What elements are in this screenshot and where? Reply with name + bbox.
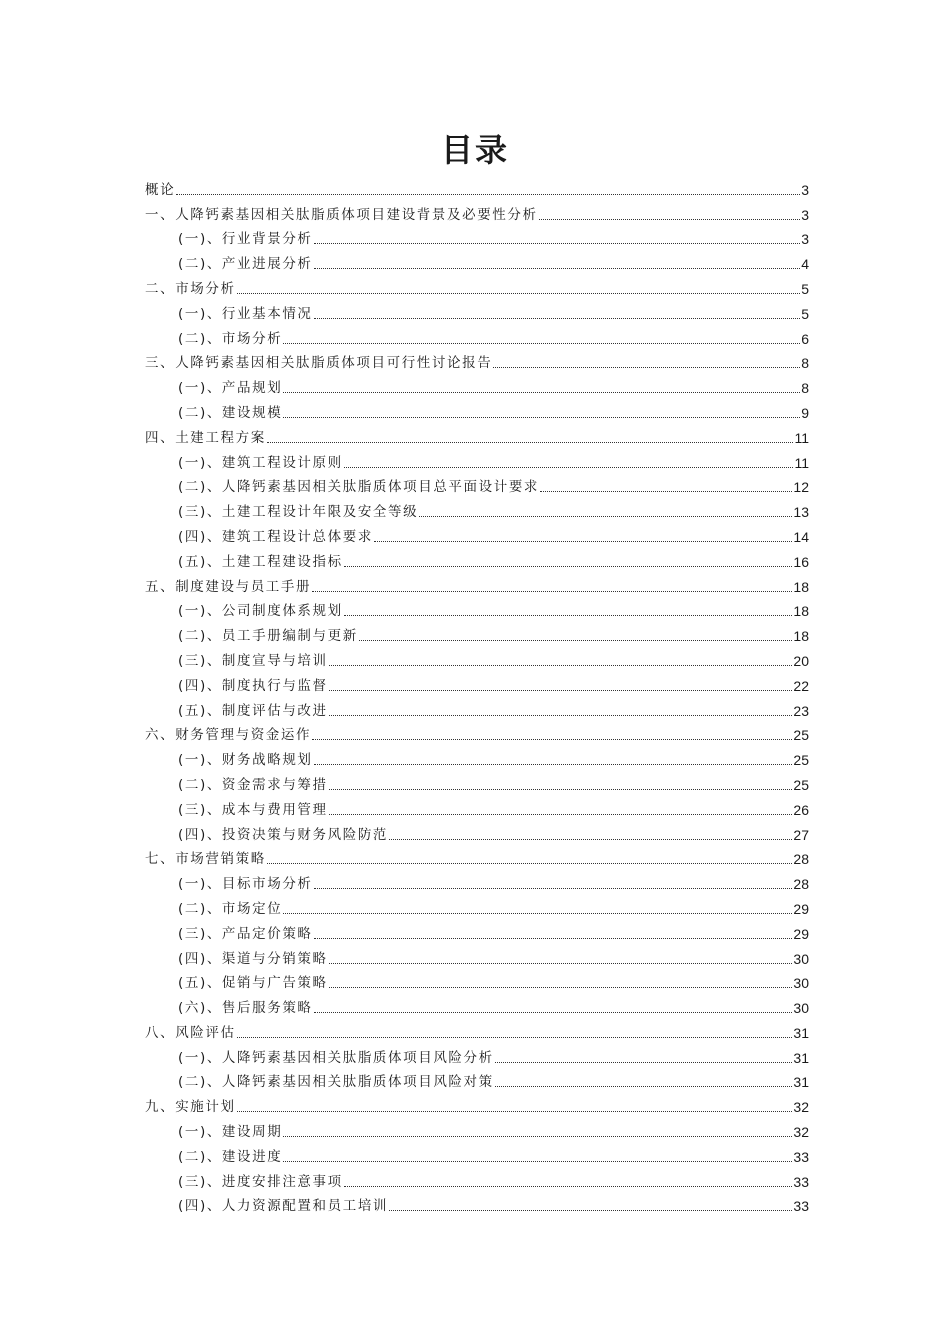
toc-dot-leader [314,243,801,244]
toc-entry-page-number: 33 [793,1173,809,1190]
toc-entry-page-number: 8 [801,380,809,397]
toc-entry-page-number: 18 [793,628,809,645]
toc-dot-leader [344,1186,793,1187]
toc-entry-label: (三)、制度宣导与培训 [178,652,328,669]
toc-entry-label: (一)、目标市场分析 [178,876,313,893]
toc-entry-label: (一)、产品规划 [178,380,283,397]
toc-entry[interactable] [145,397,809,422]
toc-dot-leader [495,1086,793,1087]
toc-entry-page-number: 20 [793,652,809,669]
toc-entry-page-number: 26 [793,801,809,818]
toc-entry-label: (五)、促销与广告策略 [178,975,328,992]
toc-entry-page-number: 31 [793,1024,809,1041]
toc-dot-leader [314,318,801,319]
toc-entry-page-number: 13 [793,504,809,521]
toc-entry-label: (一)、行业基本情况 [178,305,313,322]
toc-entry-page-number: 18 [793,578,809,595]
toc-entry[interactable] [145,447,809,472]
toc-entry-page-number: 11 [794,454,809,471]
toc-entry-label: 三、人降钙素基因相关肽脂质体项目可行性讨论报告 [145,355,493,372]
toc-dot-leader [283,1161,792,1162]
toc-entry[interactable] [145,1141,809,1166]
toc-dot-leader [344,615,793,616]
toc-entry-page-number: 18 [793,603,809,620]
toc-entry-label: (三)、产品定价策略 [178,925,313,942]
toc-entry[interactable] [145,199,809,224]
toc-entry[interactable] [145,273,809,298]
toc-dot-leader [329,987,793,988]
toc-entry-page-number: 23 [793,702,809,719]
toc-entry-page-number: 16 [793,553,809,570]
toc-dot-leader [314,764,793,765]
toc-entry-label: (二)、资金需求与筹措 [178,776,328,793]
toc-entry[interactable] [145,695,809,720]
toc-entry[interactable] [145,819,809,844]
toc-entry-page-number: 25 [793,727,809,744]
toc-entry[interactable] [145,893,809,918]
toc-entry-page-number: 28 [793,851,809,868]
toc-entry-page-number: 27 [793,826,809,843]
toc-entry-label: 七、市场营销策略 [145,851,266,868]
toc-entry[interactable] [145,496,809,521]
toc-entry-page-number: 3 [801,206,809,223]
toc-dot-leader [329,789,793,790]
toc-entry-label: (五)、土建工程建设指标 [178,553,343,570]
toc-entry[interactable] [145,521,809,546]
toc-entry-label: 八、风险评估 [145,1024,236,1041]
toc-entry[interactable] [145,1166,809,1191]
toc-dot-leader [267,442,794,443]
toc-dot-leader [312,591,792,592]
toc-dot-leader [344,467,794,468]
toc-dot-leader [329,690,793,691]
toc-entry-page-number: 3 [801,231,809,248]
toc-entry[interactable] [145,645,809,670]
toc-entry-label: 二、市场分析 [145,280,236,297]
toc-entry-label: (一)、建设周期 [178,1124,283,1141]
toc-title: 目录 [440,131,509,169]
toc-list [145,174,809,1215]
toc-entry[interactable] [145,546,809,571]
toc-entry-page-number: 25 [793,752,809,769]
toc-dot-leader [540,491,792,492]
toc-entry-page-number: 5 [801,280,809,297]
toc-entry[interactable] [145,844,809,869]
toc-dot-leader [389,839,792,840]
toc-entry[interactable] [145,472,809,497]
toc-dot-leader [329,665,793,666]
toc-dot-leader [237,293,801,294]
toc-entry[interactable] [145,968,809,993]
toc-entry-label: (六)、售后服务策略 [178,1000,313,1017]
toc-entry-page-number: 32 [793,1124,809,1141]
toc-entry-label: (一)、财务战略规划 [178,752,313,769]
toc-dot-leader [329,814,793,815]
toc-dot-leader [283,913,792,914]
toc-entry-label: (二)、市场定位 [178,900,283,917]
toc-dot-leader [237,1037,793,1038]
toc-entry-label: (二)、员工手册编制与更新 [178,628,358,645]
toc-dot-leader [389,1210,792,1211]
toc-entry-label: 六、财务管理与资金运作 [145,727,312,744]
toc-dot-leader [283,417,800,418]
toc-entry[interactable] [145,918,809,943]
toc-entry-page-number: 4 [801,256,809,273]
toc-entry[interactable] [145,323,809,348]
toc-entry[interactable] [145,224,809,249]
toc-entry-label: (四)、人力资源配置和员工培训 [178,1198,389,1215]
toc-entry[interactable] [145,1017,809,1042]
toc-entry-page-number: 30 [793,1000,809,1017]
toc-dot-leader [314,1012,793,1013]
toc-dot-leader [329,963,793,964]
toc-entry[interactable] [145,943,809,968]
toc-entry[interactable] [145,372,809,397]
toc-entry-label: (一)、建筑工程设计原则 [178,454,343,471]
toc-entry-label: 四、土建工程方案 [145,429,266,446]
toc-dot-leader [314,888,793,889]
toc-dot-leader [495,1062,793,1063]
toc-dot-leader [283,343,800,344]
toc-dot-leader [419,516,792,517]
toc-entry[interactable] [145,596,809,621]
toc-entry[interactable] [145,174,809,199]
toc-entry-page-number: 5 [801,305,809,322]
toc-entry-label: (一)、行业背景分析 [178,231,313,248]
toc-dot-leader [344,566,793,567]
toc-entry-label: (二)、建设规模 [178,404,283,421]
toc-entry-page-number: 25 [793,776,809,793]
toc-entry[interactable] [145,1191,809,1216]
toc-entry[interactable] [145,571,809,596]
toc-entry-page-number: 6 [801,330,809,347]
toc-entry-page-number: 22 [793,677,809,694]
toc-dot-leader [539,219,801,220]
toc-entry-label: (一)、人降钙素基因相关肽脂质体项目风险分析 [178,1049,494,1066]
toc-dot-leader [312,739,792,740]
toc-entry-label: (三)、土建工程设计年限及安全等级 [178,504,419,521]
toc-entry-page-number: 30 [793,975,809,992]
toc-entry-label: (二)、人降钙素基因相关肽脂质体项目风险对策 [178,1074,494,1091]
toc-entry-page-number: 30 [793,950,809,967]
toc-entry-page-number: 32 [793,1099,809,1116]
toc-entry[interactable] [145,1116,809,1141]
toc-entry-page-number: 9 [801,404,809,421]
toc-entry[interactable] [145,1091,809,1116]
toc-entry[interactable] [145,620,809,645]
toc-entry-label: 概论 [145,181,176,198]
toc-dot-leader [267,863,793,864]
toc-entry[interactable] [145,1067,809,1092]
toc-entry[interactable] [145,298,809,323]
toc-entry-label: (一)、公司制度体系规划 [178,603,343,620]
toc-entry[interactable] [145,670,809,695]
toc-entry[interactable] [145,248,809,273]
toc-dot-leader [314,938,793,939]
toc-dot-leader [359,640,793,641]
toc-entry-page-number: 31 [793,1049,809,1066]
toc-dot-leader [329,715,793,716]
toc-entry-page-number: 12 [793,479,809,496]
toc-entry-label: (三)、成本与费用管理 [178,801,328,818]
toc-entry[interactable] [145,992,809,1017]
toc-dot-leader [314,268,801,269]
toc-entry[interactable] [145,769,809,794]
toc-entry[interactable] [145,794,809,819]
toc-entry-page-number: 29 [793,925,809,942]
toc-entry-label: (四)、制度执行与监督 [178,677,328,694]
toc-entry-page-number: 33 [793,1148,809,1165]
toc-entry[interactable] [145,1042,809,1067]
toc-dot-leader [283,1136,792,1137]
toc-entry-label: (二)、市场分析 [178,330,283,347]
toc-entry-page-number: 33 [793,1198,809,1215]
toc-entry-page-number: 3 [801,181,809,198]
toc-entry[interactable] [145,422,809,447]
toc-entry-label: 九、实施计划 [145,1099,236,1116]
toc-entry-label: 五、制度建设与员工手册 [145,578,312,595]
toc-entry-page-number: 14 [793,528,809,545]
toc-entry-label: (三)、进度安排注意事项 [178,1173,343,1190]
toc-entry-label: 一、人降钙素基因相关肽脂质体项目建设背景及必要性分析 [145,206,538,223]
toc-entry-page-number: 28 [793,876,809,893]
toc-dot-leader [374,541,792,542]
toc-entry-label: (二)、产业进展分析 [178,256,313,273]
toc-entry-label: (四)、渠道与分销策略 [178,950,328,967]
toc-entry-label: (四)、建筑工程设计总体要求 [178,528,373,545]
toc-entry-label: (二)、建设进度 [178,1148,283,1165]
toc-dot-leader [237,1111,793,1112]
toc-entry-page-number: 11 [794,429,809,446]
toc-dot-leader [493,367,800,368]
toc-entry-label: (二)、人降钙素基因相关肽脂质体项目总平面设计要求 [178,479,540,496]
toc-entry[interactable] [145,720,809,745]
toc-entry-page-number: 8 [801,355,809,372]
toc-entry[interactable] [145,348,809,373]
toc-entry[interactable] [145,744,809,769]
toc-dot-leader [283,392,800,393]
toc-entry-label: (四)、投资决策与财务风险防范 [178,826,389,843]
toc-entry-page-number: 31 [793,1074,809,1091]
toc-entry-label: (五)、制度评估与改进 [178,702,328,719]
toc-dot-leader [176,194,800,195]
toc-entry-page-number: 29 [793,900,809,917]
toc-entry[interactable] [145,868,809,893]
